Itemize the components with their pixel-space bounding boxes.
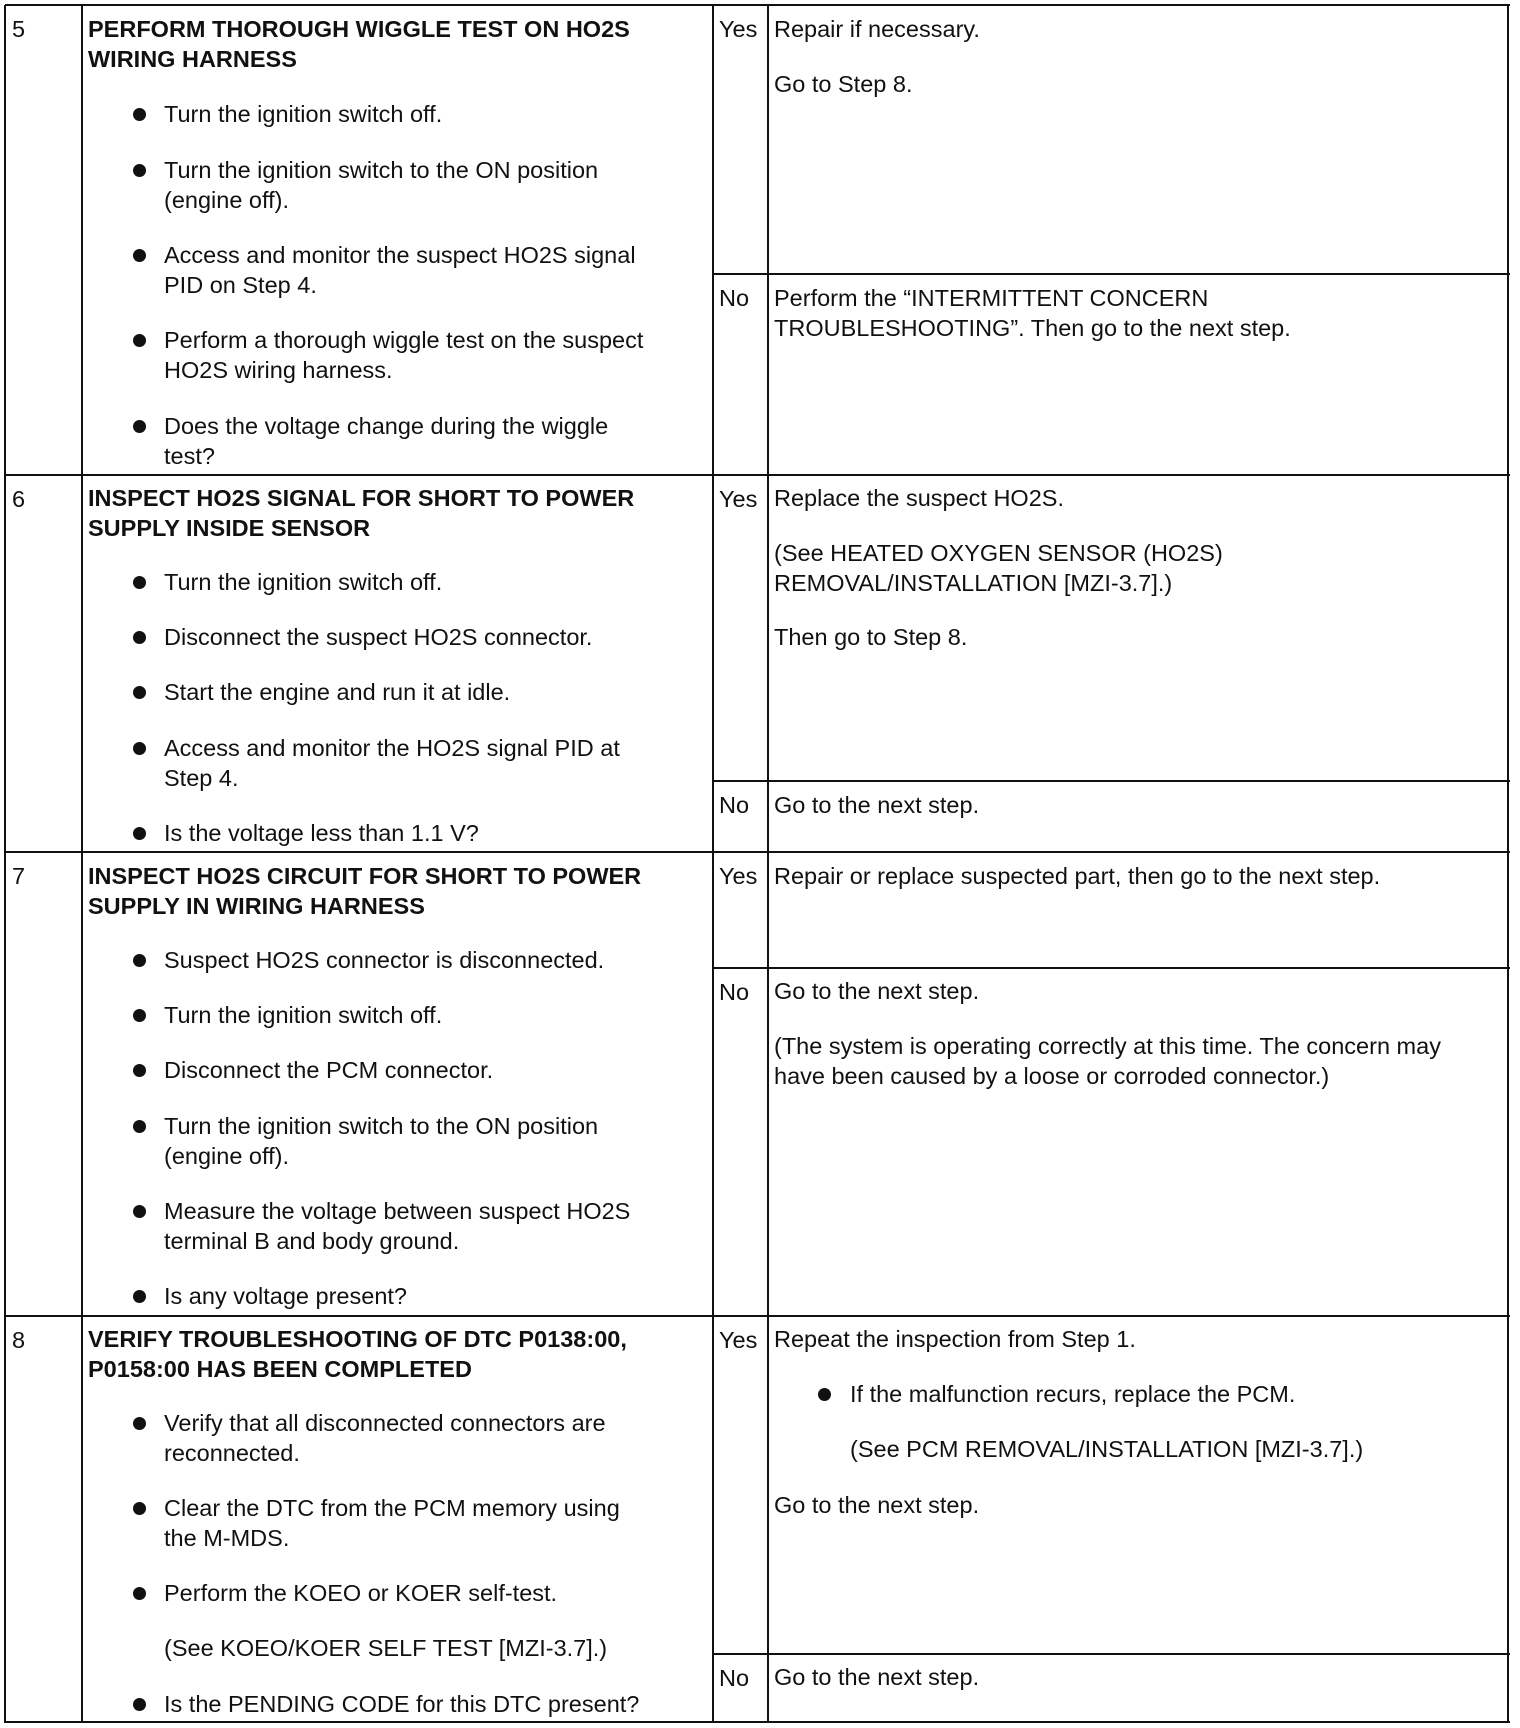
action-item: Is any voltage present?: [164, 1283, 407, 1309]
row-divider: [5, 474, 1510, 476]
bullet-icon: [133, 1587, 146, 1600]
action-item: Measure the voltage between suspect HO2S: [164, 1198, 631, 1224]
table-left-border: [4, 5, 6, 1723]
action-item: (engine off).: [164, 1143, 289, 1169]
action-item: HO2S wiring harness.: [164, 357, 393, 383]
column-divider: [767, 5, 769, 1723]
action-item: Verify that all disconnected connectors are: [164, 1410, 606, 1436]
yes-result-text: REMOVAL/INSTALLATION [MZI-3.7].): [774, 570, 1173, 596]
bullet-icon: [133, 1009, 146, 1022]
action-item: Disconnect the suspect HO2S connector.: [164, 624, 593, 650]
yes-label: Yes: [719, 1327, 758, 1353]
no-result-text: (The system is operating correctly at this time. The concern may: [774, 1033, 1441, 1059]
row-divider: [5, 851, 1510, 853]
yes-result-text: Go to the next step.: [774, 1492, 980, 1518]
bullet-icon: [133, 827, 146, 840]
no-label: No: [719, 792, 750, 818]
step-title: VERIFY TROUBLESHOOTING OF DTC P0138:00,: [88, 1326, 627, 1352]
action-item: Turn the ignition switch off.: [164, 569, 443, 595]
action-item: Does the voltage change during the wiggle: [164, 413, 609, 439]
step-title: PERFORM THOROUGH WIGGLE TEST ON HO2S: [88, 16, 630, 42]
no-label: No: [719, 1665, 750, 1691]
step-title: SUPPLY INSIDE SENSOR: [88, 515, 371, 541]
action-note: (See KOEO/KOER SELF TEST [MZI-3.7].): [164, 1635, 608, 1661]
bullet-icon: [133, 686, 146, 699]
bullet-icon: [133, 576, 146, 589]
column-divider: [81, 5, 83, 1723]
bullet-icon: [133, 1290, 146, 1303]
yes-no-divider: [713, 967, 1510, 969]
column-divider: [712, 5, 714, 1723]
bullet-icon: [818, 1388, 831, 1401]
action-item: reconnected.: [164, 1440, 300, 1466]
bullet-icon: [133, 1502, 146, 1515]
bullet-icon: [133, 1205, 146, 1218]
action-item: Disconnect the PCM connector.: [164, 1057, 494, 1083]
action-item: Suspect HO2S connector is disconnected.: [164, 947, 605, 973]
yes-no-divider: [713, 1653, 1510, 1655]
bullet-icon: [133, 1064, 146, 1077]
bullet-icon: [133, 1120, 146, 1133]
action-item: Turn the ignition switch off.: [164, 1002, 443, 1028]
bullet-icon: [133, 108, 146, 121]
step-number: 7: [12, 863, 26, 889]
no-result-text: have been caused by a loose or corroded connector.): [774, 1063, 1330, 1089]
step-title: INSPECT HO2S CIRCUIT FOR SHORT TO POWER: [88, 863, 642, 889]
bullet-icon: [133, 249, 146, 262]
action-item: the M-MDS.: [164, 1525, 290, 1551]
action-item: Perform a thorough wiggle test on the suspect: [164, 327, 644, 353]
bullet-icon: [133, 1417, 146, 1430]
bullet-icon: [133, 1698, 146, 1711]
action-item: Clear the DTC from the PCM memory using: [164, 1495, 620, 1521]
no-label: No: [719, 285, 750, 311]
no-result-text: TROUBLESHOOTING”. Then go to the next step.: [774, 315, 1291, 341]
action-item: (engine off).: [164, 187, 289, 213]
action-item: Turn the ignition switch to the ON position: [164, 1113, 599, 1139]
yes-result-text: (See HEATED OXYGEN SENSOR (HO2S): [774, 540, 1223, 566]
yes-no-divider: [713, 273, 1510, 275]
table-right-border: [1507, 5, 1509, 1723]
step-title: SUPPLY IN WIRING HARNESS: [88, 893, 425, 919]
step-number: 6: [12, 486, 26, 512]
step-title: P0158:00 HAS BEEN COMPLETED: [88, 1356, 472, 1382]
yes-result-text: Go to Step 8.: [774, 71, 913, 97]
yes-no-divider: [713, 780, 1510, 782]
action-item: Perform the KOEO or KOER self-test.: [164, 1580, 558, 1606]
bullet-icon: [133, 954, 146, 967]
bullet-icon: [133, 420, 146, 433]
yes-result-text: Replace the suspect HO2S.: [774, 485, 1064, 511]
action-item: Access and monitor the suspect HO2S signal: [164, 242, 636, 268]
action-item: Step 4.: [164, 765, 239, 791]
bullet-icon: [133, 742, 146, 755]
action-item: test?: [164, 443, 215, 469]
table-bottom-border: [5, 1721, 1510, 1723]
no-label: No: [719, 979, 750, 1005]
action-item: Is the voltage less than 1.1 V?: [164, 820, 479, 846]
action-item: Is the PENDING CODE for this DTC present?: [164, 1691, 640, 1717]
yes-result-text: Repair or replace suspected part, then go to the next step.: [774, 863, 1381, 889]
step-title: INSPECT HO2S SIGNAL FOR SHORT TO POWER: [88, 485, 635, 511]
step-number: 8: [12, 1327, 26, 1353]
no-result-text: Go to the next step.: [774, 978, 980, 1004]
yes-result-text: Repeat the inspection from Step 1.: [774, 1326, 1136, 1352]
no-result-text: Go to the next step.: [774, 1664, 980, 1690]
step-title: WIRING HARNESS: [88, 46, 297, 72]
row-divider: [5, 1315, 1510, 1317]
yes-label: Yes: [719, 486, 758, 512]
action-item: Start the engine and run it at idle.: [164, 679, 511, 705]
action-item: Turn the ignition switch to the ON position: [164, 157, 599, 183]
no-result-text: Perform the “INTERMITTENT CONCERN: [774, 285, 1209, 311]
no-result-text: Go to the next step.: [774, 792, 980, 818]
action-item: Access and monitor the HO2S signal PID at: [164, 735, 620, 761]
yes-label: Yes: [719, 863, 758, 889]
bullet-icon: [133, 631, 146, 644]
action-item: Turn the ignition switch off.: [164, 101, 443, 127]
action-item: terminal B and body ground.: [164, 1228, 460, 1254]
yes-label: Yes: [719, 16, 758, 42]
table-top-border: [5, 4, 1510, 6]
yes-result-text: Then go to Step 8.: [774, 624, 968, 650]
yes-result-text: (See PCM REMOVAL/INSTALLATION [MZI-3.7].): [850, 1436, 1364, 1462]
action-item: PID on Step 4.: [164, 272, 317, 298]
bullet-icon: [133, 164, 146, 177]
step-number: 5: [12, 16, 26, 42]
yes-result-text: Repair if necessary.: [774, 16, 980, 42]
bullet-icon: [133, 334, 146, 347]
yes-result-text: If the malfunction recurs, replace the PCM.: [850, 1381, 1296, 1407]
